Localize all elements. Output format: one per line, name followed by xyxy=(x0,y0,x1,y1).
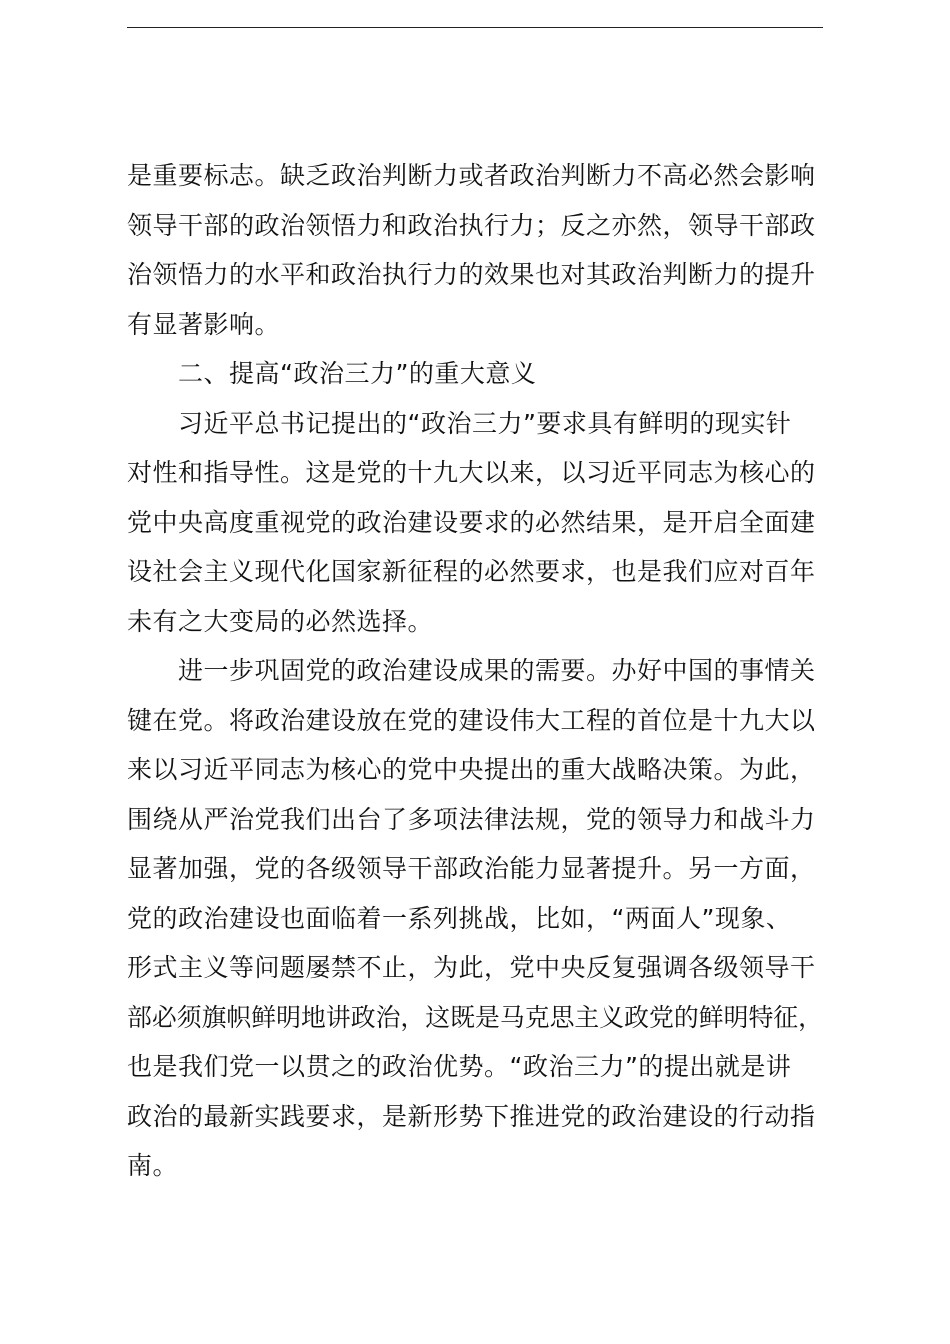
text-line: 有显著影响。 xyxy=(127,309,281,339)
text-line: 党中央高度重视党的政治建设要求的必然结果，是开启全面建 xyxy=(127,507,816,537)
text-line: 设社会主义现代化国家新征程的必然要求，也是我们应对百年 xyxy=(127,557,816,586)
text-line: 围绕从严治党我们出台了多项法律法规，党的领导力和战斗力 xyxy=(127,804,816,834)
text-line: 来以习近平同志为核心的党中央提出的重大战略决策。为此， xyxy=(127,755,816,784)
text-line: 治领悟力的水平和政治执行力的效果也对其政治判断力的提升 xyxy=(127,260,816,289)
text-line: 显著加强，党的各级领导干部政治能力显著提升。另一方面， xyxy=(127,854,816,883)
header-rule xyxy=(127,27,823,28)
body-text xyxy=(127,151,823,1191)
text-line: 南。 xyxy=(127,1151,179,1180)
text-line: 进一步巩固党的政治建设成果的需要。办好中国的事情关 xyxy=(178,656,816,685)
text-line: 政治的最新实践要求，是新形势下推进党的政治建设的行动指 xyxy=(127,1101,816,1131)
text-line: 形式主义等问题屡禁不止，为此，党中央反复强调各级领导干 xyxy=(127,953,816,982)
text-line: 对性和指导性。这是党的十九大以来，以习近平同志为核心的 xyxy=(127,458,816,487)
text-line: 部必须旗帜鲜明地讲政治，这既是马克思主义政党的鲜明特征， xyxy=(127,1002,824,1032)
text-line: 也是我们党一以贯之的政治优势。“政治三力”的提出就是讲 xyxy=(127,1052,792,1081)
text-line: 键在党。将政治建设放在党的建设伟大工程的首位是十九大以 xyxy=(127,705,816,735)
text-line: 领导干部的政治领悟力和政治执行力；反之亦然，领导干部政 xyxy=(127,210,816,240)
text-line: 党的政治建设也面临着一系列挑战，比如，“两面人”现象、 xyxy=(127,903,792,933)
text-line: 未有之大变局的必然选择。 xyxy=(127,606,434,636)
text-line: 习近平总书记提出的“政治三力”要求具有鲜明的现实针 xyxy=(178,408,792,438)
text-line: 是重要标志。缺乏政治判断力或者政治判断力不高必然会影响 xyxy=(127,161,816,190)
section-heading: 二、提高“政治三力”的重大意义 xyxy=(178,359,537,388)
